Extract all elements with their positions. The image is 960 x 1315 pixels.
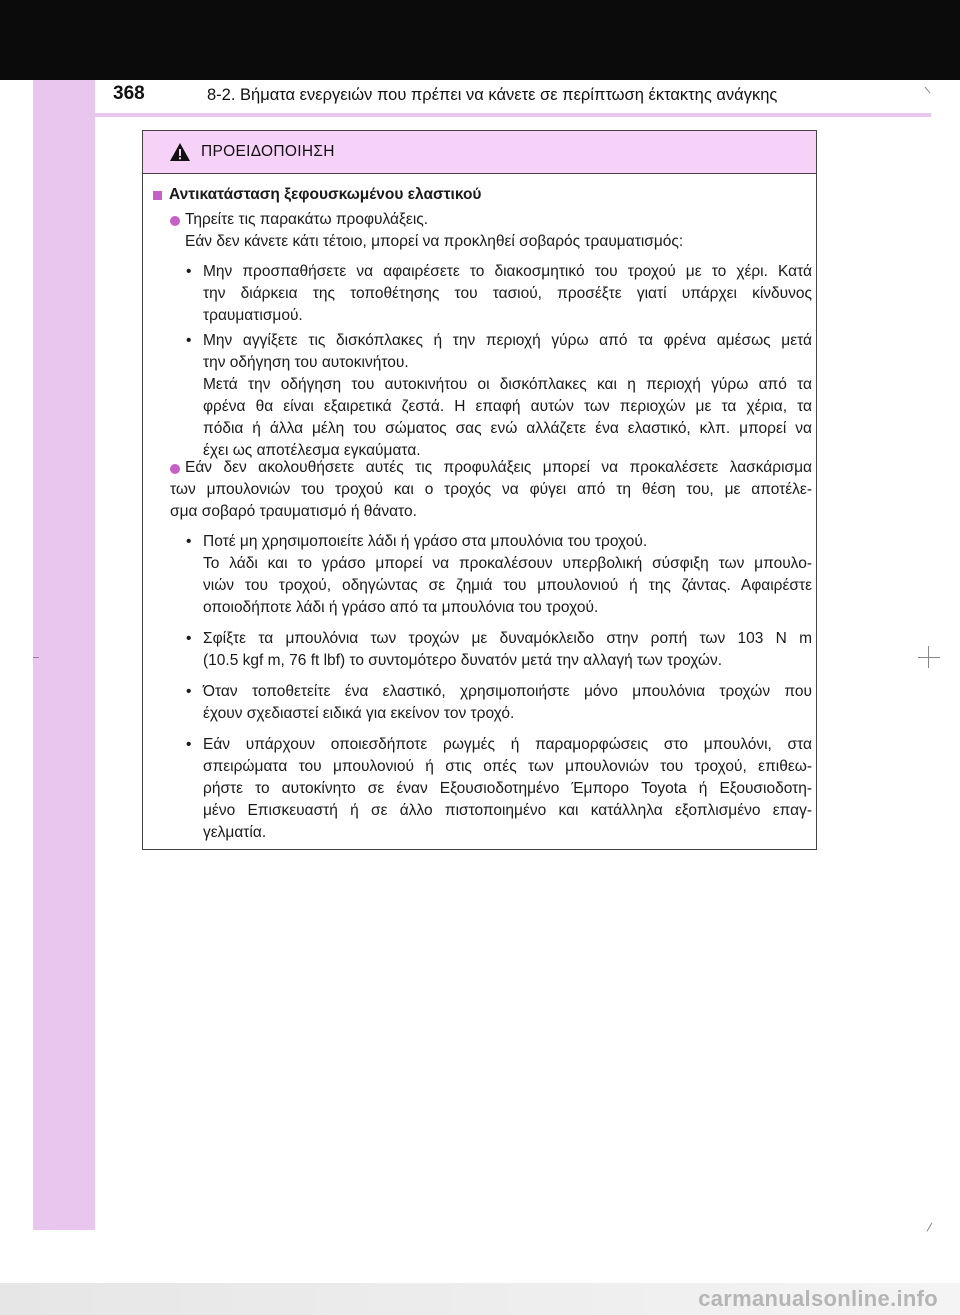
bullet-dot-icon: • [186,630,192,647]
list-item: • Ποτέ μη χρησιμοποιείτε λάδι ή γράσο στα μπουλόνια του τροχού. Το λάδι και το γράσο μπορεί να προκαλέσουν υπερβολική σύσφιξη των μπουλο- νιών του τροχού, οδηγώντας σε ζημιά του μπουλονιού ή της ζάντας. Αφαιρέστε οποιοδήποτε λάδι ή γράσο από τα μπουλόνια του τροχού. [186,533,812,616]
watermark-text: carmanualsonline.info [698,1286,938,1311]
footer-watermark [0,1283,960,1315]
list-item: • Μην αγγίξετε τις δισκόπλακες ή την περιοχή γύρω από τα φρένα αμέσως μετά την οδήγηση του αυτοκινήτου. Μετά την οδήγηση του αυτοκινήτου οι δισκόπλακες και η περιοχή γύρω από τα φρένα θα είναι εξαιρετικά ζεστά. Η επαφή αυτών των περιοχών με τα χέρια, τα πόδια ή άλλα μέλη του σώματος σας ενώ αλλάζετε ένα ελαστικό, κλπ. μπορεί να έχει ως αποτέλεσμα εγκαύματα. [186,332,812,459]
chapter-sidebar-tab [33,80,95,1230]
warning-triangle-icon [169,142,191,162]
header-rule [33,113,931,117]
crop-mark [33,657,39,658]
warning-header [143,131,816,174]
bullet-dot-icon: • [186,332,192,349]
bullet-dot-icon: • [186,263,192,280]
bullet-dot-icon: • [186,683,192,700]
top-black-bar [0,0,960,80]
item2-text: Εάν δεν ακολουθήσετε αυτές τις προφυλάξεις μπορεί να προκαλέσετε λασκάρισμα των μπουλονιών του τροχού και ο τροχός να φύγει από τη θέση του, με αποτέλε- σμα σοβαρό τραυματισμό ή θάνατο. [170,459,812,520]
list-item: • Εάν υπάρχουν οποιεσδήποτε ρωγμές ή παραμορφώσεις στο μπουλόνι, στα σπειρώματα του μπουλονιού ή στις οπές των μπουλονιών του τροχού, επιθεω- ρήστε το αυτοκίνητο σε έναν Εξουσιοδοτημένο Έμπορο Toyota ή Εξουσιοδοτη- μένο Επισκευαστή ή σε άλλο πιστοποιημένο και κατάλληλα εξοπλισμένο επαγ- γελματία. [186,736,812,841]
crop-mark [925,87,931,94]
warning-heading [153,184,481,206]
warning-title: ΠΡΟΕΙΔΟΠΟΙΗΣΗ [201,143,335,160]
crop-mark [918,657,940,658]
page-number: 368 [113,83,145,104]
section-title: 8-2. Βήματα ενεργειών που πρέπει να κάνετε σε περίπτωση έκτακτης ανάγκης [207,86,778,104]
crop-mark [927,1222,933,1231]
list-item: • Σφίξτε τα μπουλόνια των τροχών με δυναμόκλειδο στην ροπή των 103 N m (10.5 kgf m, 76 ft lbf) το συντομότερο δυνατόν μετά την αλλαγή των τροχών. [186,630,812,669]
item1-text: Τηρείτε τις παρακάτω προφυλάξεις. Εάν δεν κάνετε κάτι τέτοιο, μπορεί να προκληθεί σοβαρός τραυματισμός: [185,211,684,250]
circle-bullet-icon [170,216,180,226]
bullet-dot-icon: • [186,736,192,753]
list-item: • Όταν τοποθετείτε ένα ελαστικό, χρησιμοποιήστε μόνο μπουλόνια τροχών που έχουν σχεδιαστεί ειδικά για εκείνον τον τροχό. [186,683,812,722]
crop-mark [928,646,929,668]
list-item: • Μην προσπαθήσετε να αφαιρέσετε το διακοσμητικό του τροχού με το χέρι. Κατά την διάρκεια της τοποθέτησης του τασιού, προσέξτε γιατί υπάρχει κίνδυνος τραυματισμού. [186,263,812,324]
circle-bullet-icon [170,464,180,474]
warning-heading-text: Αντικατάσταση ξεφουσκωμένου ελαστικού [169,186,482,203]
square-bullet-icon [153,191,162,200]
bullet-dot-icon: • [186,533,192,550]
warning-box [142,130,817,850]
